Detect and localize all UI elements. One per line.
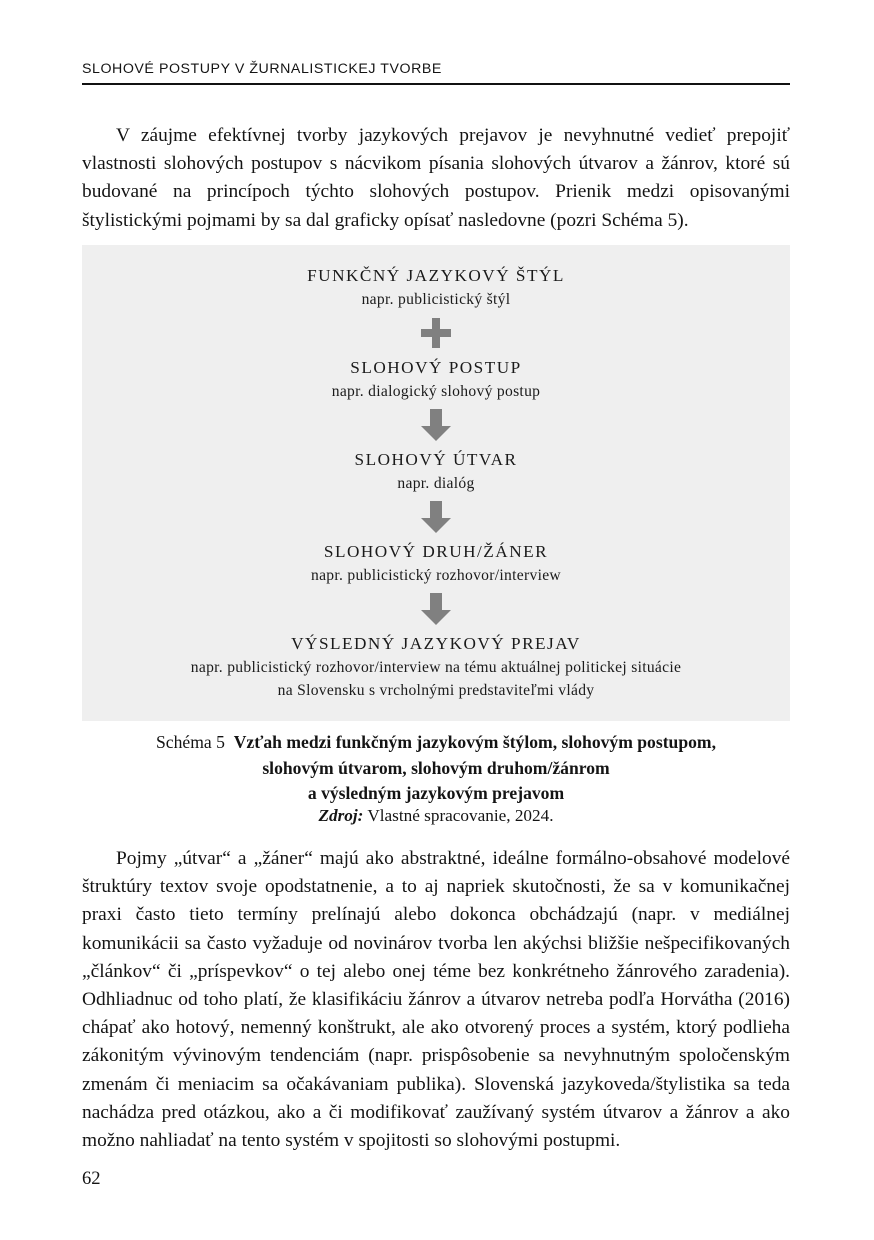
running-head-title: SLOHOVÉ POSTUPY V ŽURNALISTICKEJ TVORBE (82, 61, 442, 77)
schema-level-4 (82, 539, 790, 587)
schema-level-2-example-line-1: napr. dialogický slohový postup (331, 383, 541, 400)
schema-level-4-example (82, 564, 790, 587)
schema-connector-plus (82, 311, 790, 355)
schema-diagram-panel (82, 245, 790, 721)
figure-source-label: Zdroj: (318, 806, 364, 825)
schema-level-3-example-line-1: napr. dialóg (397, 475, 475, 492)
schema-level-1-title: FUNKČNÝ JAZYKOVÝ ŠTÝL (307, 266, 565, 285)
outro-paragraph: Pojmy „útvar“ a „žáner“ majú ako abstraktné, ideálne formálno-obsahové modelové štruktúry textov svoje opodstatnenie, a to aj napriek skutočnosti, že sa v komunikačnej praxi často tieto termíny prelínajú alebo dokonca obchádzajú (napr. v mediálnej komunikácii sa často vyžaduje od novinárov tvorba len akýchsi bližšie nešpecifikovaných „článkov“ či „príspevkov“ o tej alebo onej téme bez konkrétneho žánrového zaradenia). Odhliadnuc od toho platí, že klasifikáciu žánrov a útvarov netreba podľa Horvátha (2016) chápať ako hotový, nemenný konštrukt, ale ako otvorený proces a systém, ktorý podlieha zákonitým vývinovým tendenciám (napr. prispôsobenie sa nevyhnutným spoločenským zmenám či meniacim sa očakávaniam publika). Slovenská jazykoveda/štylistika sa teda nachádza pred otázkou, ako a či modifikovať zaužívaný systém útvarov a žánrov a ako možno nahliadať na tento systém v spojitosti so slohovými postupmi. (82, 848, 790, 1152)
schema-connector-arrow-2 (82, 495, 790, 539)
schema-level-1-example-line-1: napr. publicistický štýl (361, 291, 511, 308)
figure-caption-line-2: slohovým útvarom, slohovým druhom/žánrom (262, 757, 610, 778)
schema-level-5 (82, 631, 790, 702)
outro-paragraph-block (82, 845, 790, 1155)
down-arrow-icon (421, 501, 451, 533)
figure-source-text: Vlastné spracovanie, 2024. (367, 806, 554, 825)
figure-caption-line-3: a výsledným jazykovým prejavom (307, 783, 565, 803)
schema-level-5-example-line-2: na Slovensku s vrcholnými predstaviteľmi vlády (277, 682, 595, 699)
down-arrow-icon (421, 409, 451, 441)
schema-level-5-example (82, 656, 790, 702)
schema-connector-arrow-1 (82, 403, 790, 447)
intro-paragraph-block (82, 122, 790, 235)
schema-connector-arrow-3 (82, 587, 790, 631)
schema-level-3-example (82, 472, 790, 495)
running-head (82, 62, 790, 85)
schema-level-1 (82, 263, 790, 311)
schema-level-2 (82, 355, 790, 403)
running-head-divider (82, 83, 790, 85)
figure-caption-line-1: Vzťah medzi funkčným jazykovým štýlom, slohovým postupom, (233, 732, 716, 752)
schema-level-3 (82, 447, 790, 495)
schema-level-4-title: SLOHOVÝ DRUH/ŽÁNER (323, 542, 549, 561)
figure-caption (82, 730, 790, 807)
figure-source (82, 806, 790, 826)
intro-paragraph: V záujme efektívnej tvorby jazykových prejavov je nevyhnutné vedieť prepojiť vlastnosti slohových postupov s nácvikom písania slohových útvarov a žánrov, ktoré sú budované na princípoch týchto slohových postupov. Prienik medzi opisovanými štylistickými pojmami by sa dal graficky opísať nasledovne (pozri Schéma 5). (82, 125, 790, 231)
schema-level-5-example-line-1: napr. publicistický rozhovor/interview na tému aktuálnej politickej situácie (190, 659, 682, 676)
schema-level-2-title: SLOHOVÝ POSTUP (350, 358, 522, 377)
schema-level-3-title: SLOHOVÝ ÚTVAR (354, 450, 518, 469)
schema-level-4-example-line-1: napr. publicistický rozhovor/interview (310, 567, 561, 584)
figure-caption-label: Schéma 5 (156, 732, 225, 752)
page-number: 62 (82, 1168, 101, 1189)
schema-level-5-title: VÝSLEDNÝ JAZYKOVÝ PREJAV (291, 634, 581, 653)
down-arrow-icon (421, 593, 451, 625)
schema-level-2-example (82, 380, 790, 403)
schema-level-1-example (82, 288, 790, 311)
plus-icon (421, 318, 451, 348)
